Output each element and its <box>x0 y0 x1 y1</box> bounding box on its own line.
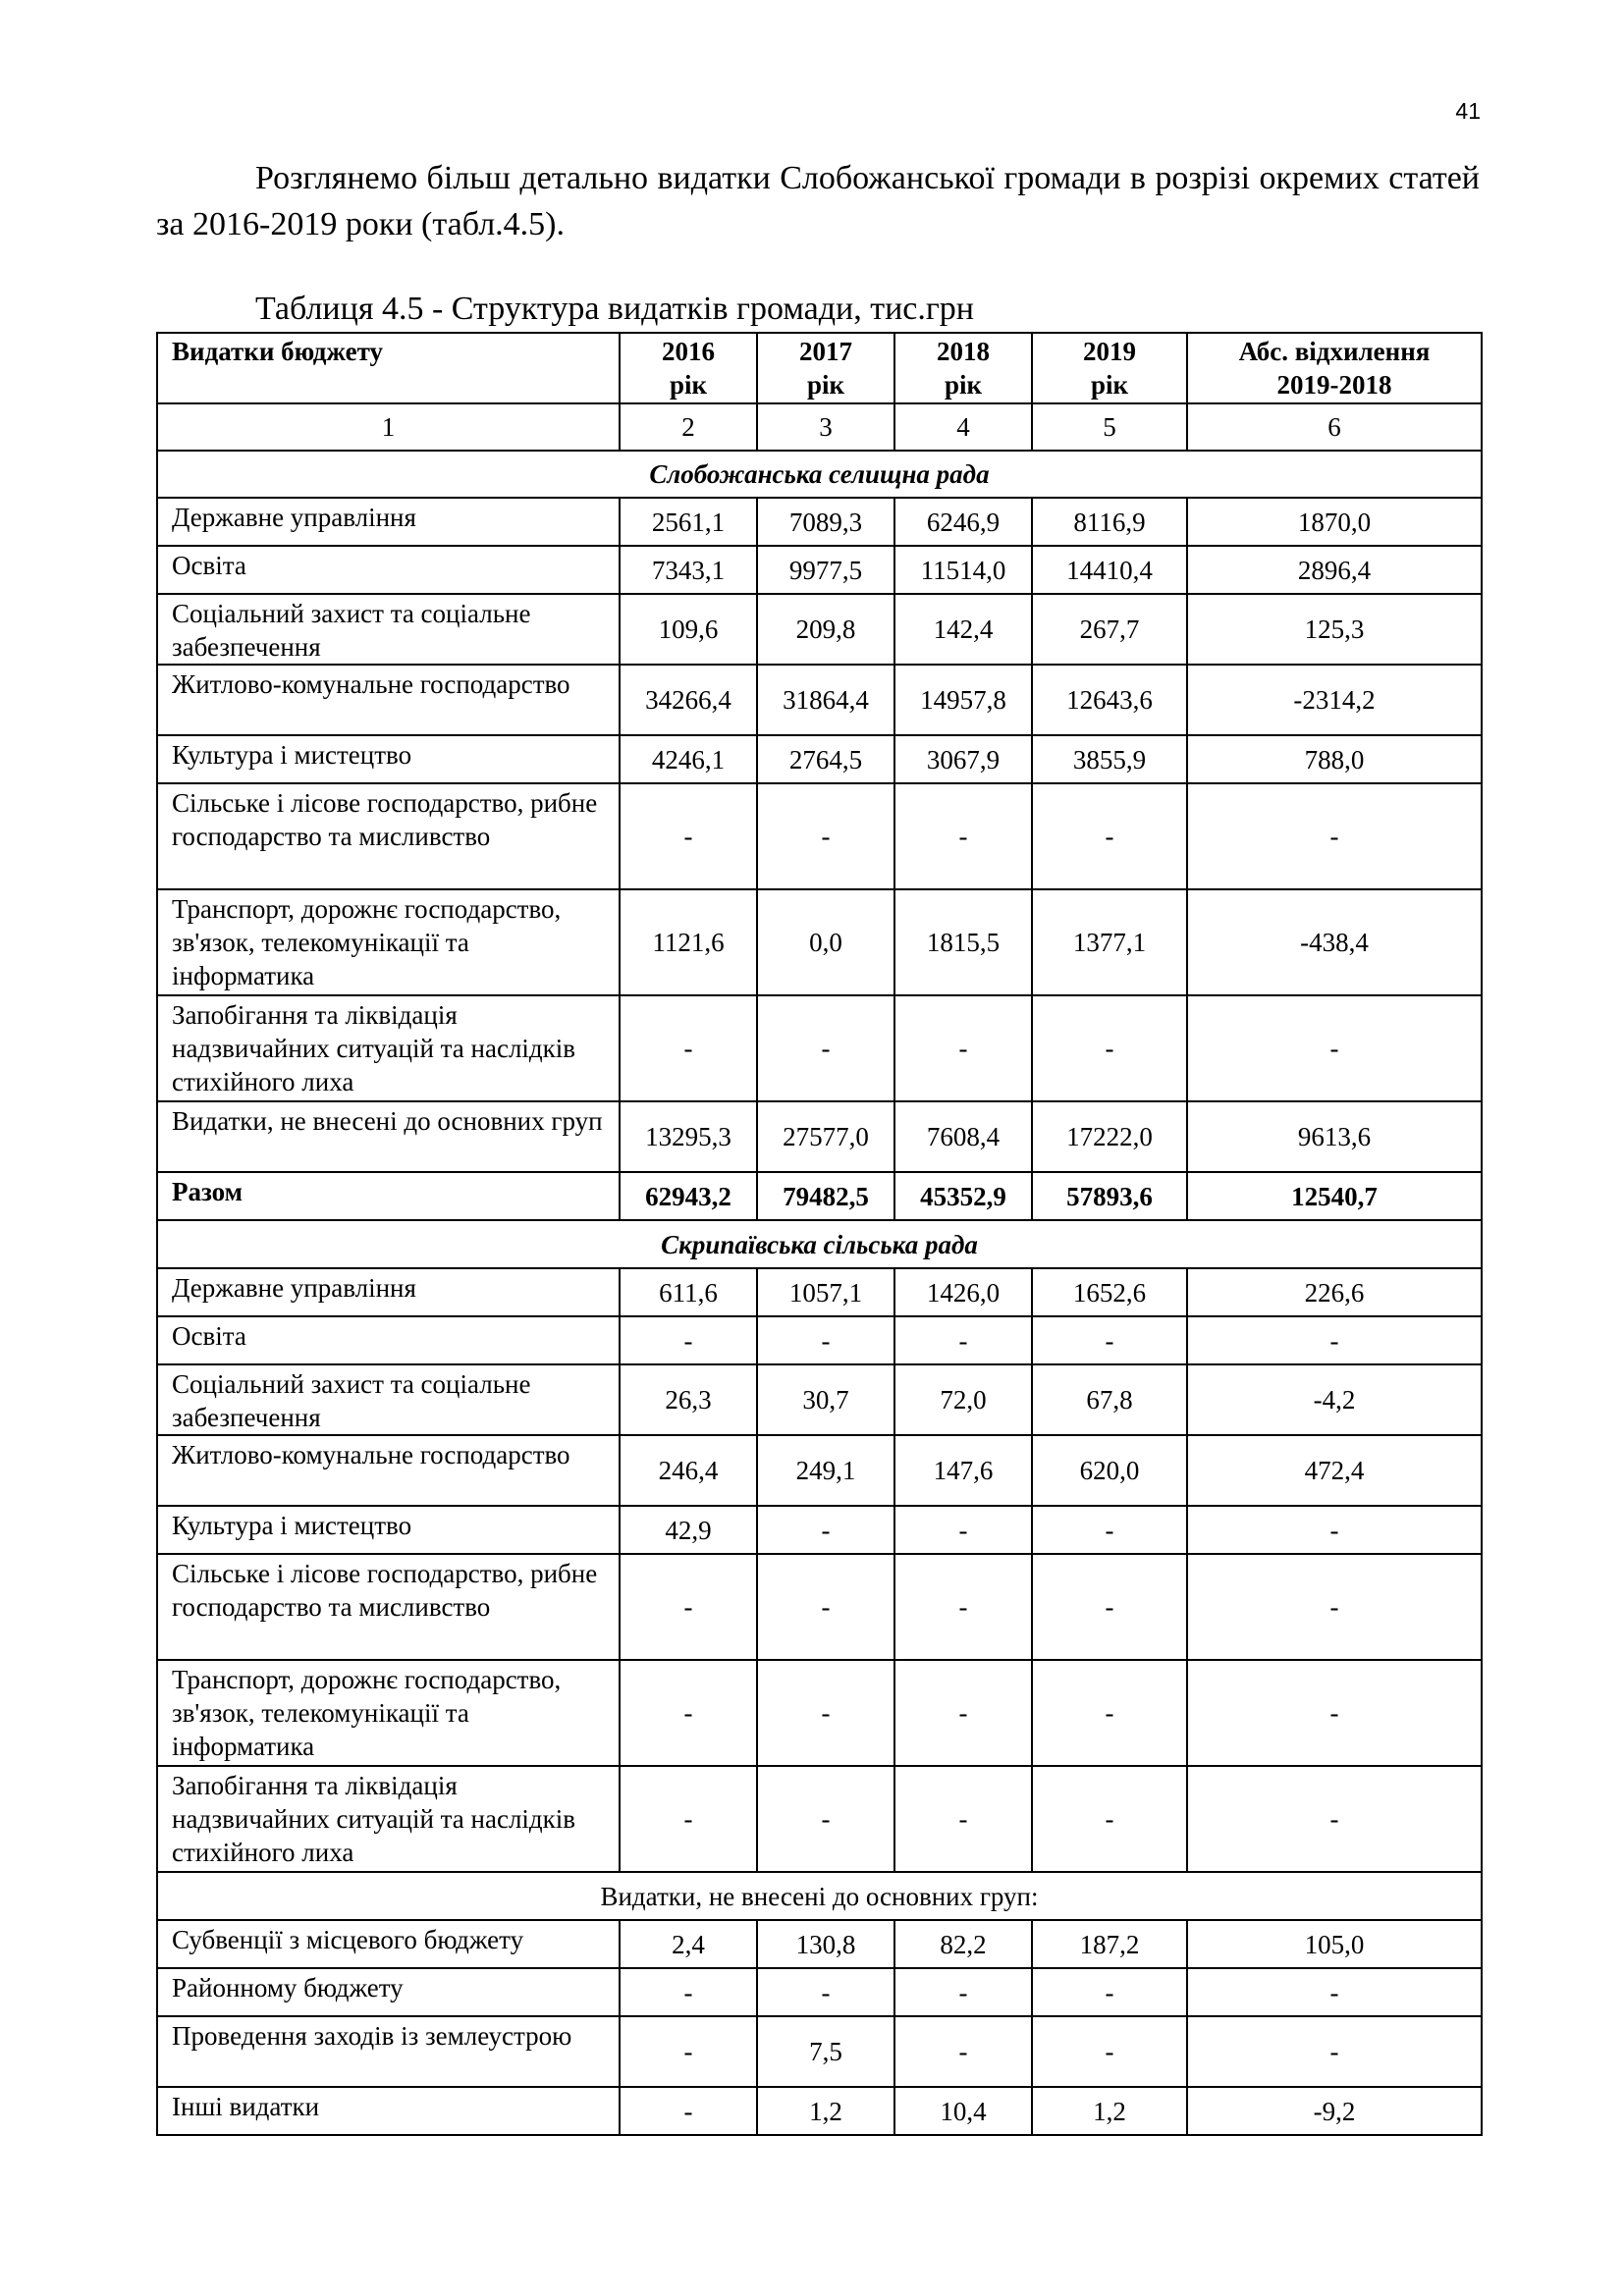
value-cell: - <box>1187 1660 1482 1766</box>
value-cell: - <box>1032 783 1187 889</box>
value-cell: 1121,6 <box>620 889 757 995</box>
header-2016-unit: рік <box>669 370 708 400</box>
row-label: Сільське і лісове господарство, рибне господарство та мисливство <box>157 783 620 889</box>
value-cell: 267,7 <box>1032 594 1187 665</box>
value-cell: - <box>1032 1506 1187 1554</box>
value-cell: 226,6 <box>1187 1268 1482 1316</box>
intro-paragraph: Розглянемо більш детально видатки Слобожанської громади в розрізі окремих статей за 2016-2019 роки (табл.4.5). <box>156 160 1480 242</box>
value-cell: - <box>1187 1766 1482 1872</box>
value-cell: - <box>757 1660 894 1766</box>
header-2016 <box>620 333 757 403</box>
value-cell: 7343,1 <box>620 546 757 594</box>
header-2019 <box>1032 333 1187 403</box>
value-cell: 1,2 <box>1032 2087 1187 2135</box>
value-cell: 9977,5 <box>757 546 894 594</box>
value-cell: 1870,0 <box>1187 498 1482 546</box>
value-cell: - <box>1187 1316 1482 1364</box>
value-cell: 187,2 <box>1032 1920 1187 1968</box>
value-cell: - <box>757 1554 894 1660</box>
header-abs-deviation <box>1187 333 1482 403</box>
value-cell: -2314,2 <box>1187 665 1482 735</box>
value-cell: 7608,4 <box>894 1101 1032 1172</box>
table-row <box>157 546 1482 594</box>
value-cell: - <box>1187 2016 1482 2087</box>
value-cell: - <box>620 1968 757 2016</box>
value-cell: - <box>757 1506 894 1554</box>
header-expenses-label: Видатки бюджету <box>172 337 384 366</box>
value-cell: -438,4 <box>1187 889 1482 995</box>
value-cell: - <box>620 1316 757 1364</box>
table-row <box>157 1968 1482 2016</box>
value-cell: 17222,0 <box>1032 1101 1187 1172</box>
value-cell: 12643,6 <box>1032 665 1187 735</box>
value-cell: 4246,1 <box>620 735 757 783</box>
value-cell: - <box>757 1766 894 1872</box>
value-cell: - <box>620 995 757 1101</box>
value-cell: 2,4 <box>620 1920 757 1968</box>
row-label: Освіта <box>157 546 620 594</box>
row-label: Сільське і лісове господарство, рибне господарство та мисливство <box>157 1554 620 1660</box>
value-cell: - <box>1032 1554 1187 1660</box>
header-expenses <box>157 333 620 403</box>
value-cell: - <box>1032 2016 1187 2087</box>
value-cell: - <box>1187 1554 1482 1660</box>
section-title: Слобожанська селищна рада <box>157 451 1482 498</box>
value-cell: - <box>1187 1968 1482 2016</box>
section-header-row <box>157 1220 1482 1268</box>
value-cell: 1426,0 <box>894 1268 1032 1316</box>
section-header-row <box>157 451 1482 498</box>
value-cell: 2896,4 <box>1187 546 1482 594</box>
table-row <box>157 1316 1482 1364</box>
value-cell: - <box>894 1766 1032 1872</box>
subgroup-header-row <box>157 1872 1482 1920</box>
value-cell: 3067,9 <box>894 735 1032 783</box>
column-number: 1 <box>157 403 620 451</box>
value-cell: 142,4 <box>894 594 1032 665</box>
value-cell: 57893,6 <box>1032 1172 1187 1220</box>
value-cell: 27577,0 <box>757 1101 894 1172</box>
value-cell: - <box>620 1660 757 1766</box>
row-label: Освіта <box>157 1316 620 1364</box>
row-label: Житлово-комунальне господарство <box>157 1435 620 1506</box>
row-label: Видатки, не внесені до основних груп <box>157 1101 620 1172</box>
header-2016-year: 2016 <box>662 337 715 366</box>
header-2019-year: 2019 <box>1083 337 1136 366</box>
row-label: Проведення заходів із землеустрою <box>157 2016 620 2087</box>
header-2017 <box>757 333 894 403</box>
row-label: Інші видатки <box>157 2087 620 2135</box>
value-cell: 6246,9 <box>894 498 1032 546</box>
header-2017-unit: рік <box>806 370 845 400</box>
value-cell: 82,2 <box>894 1920 1032 1968</box>
value-cell: -4,2 <box>1187 1364 1482 1435</box>
row-label: Транспорт, дорожнє господарство, зв'язок, телекомунікації та інформатика <box>157 1660 620 1766</box>
section-title: Скрипаївська сільська рада <box>157 1220 1482 1268</box>
header-abs-deviation-label: Абс. відхилення <box>1238 337 1431 366</box>
row-label: Соціальний захист та соціальне забезпечення <box>157 594 620 665</box>
table-body <box>157 403 1482 2135</box>
value-cell: - <box>1187 783 1482 889</box>
value-cell: 246,4 <box>620 1435 757 1506</box>
table-caption: Таблиця 4.5 - Структура видатків громади, тис.грн <box>255 291 974 327</box>
table-row <box>157 1766 1482 1872</box>
value-cell: - <box>620 1554 757 1660</box>
value-cell: - <box>894 1660 1032 1766</box>
value-cell: 14957,8 <box>894 665 1032 735</box>
value-cell: - <box>1032 1766 1187 1872</box>
value-cell: 34266,4 <box>620 665 757 735</box>
value-cell: 42,9 <box>620 1506 757 1554</box>
value-cell: 67,8 <box>1032 1364 1187 1435</box>
row-label: Транспорт, дорожнє господарство, зв'язок, телекомунікації та інформатика <box>157 889 620 995</box>
value-cell: - <box>757 995 894 1101</box>
table-row <box>157 594 1482 665</box>
header-2019-unit: рік <box>1090 370 1129 400</box>
column-number: 2 <box>620 403 757 451</box>
value-cell: 1652,6 <box>1032 1268 1187 1316</box>
table-row <box>157 1101 1482 1172</box>
value-cell: 0,0 <box>757 889 894 995</box>
value-cell: 611,6 <box>620 1268 757 1316</box>
value-cell: 2764,5 <box>757 735 894 783</box>
table-row <box>157 1506 1482 1554</box>
total-row <box>157 1172 1482 1220</box>
value-cell: - <box>757 1968 894 2016</box>
value-cell: 3855,9 <box>1032 735 1187 783</box>
value-cell: 12540,7 <box>1187 1172 1482 1220</box>
value-cell: - <box>620 1766 757 1872</box>
table-row <box>157 1554 1482 1660</box>
value-cell: 62943,2 <box>620 1172 757 1220</box>
row-label: Державне управління <box>157 1268 620 1316</box>
value-cell: 620,0 <box>1032 1435 1187 1506</box>
value-cell: 72,0 <box>894 1364 1032 1435</box>
value-cell: - <box>757 1316 894 1364</box>
row-label: Запобігання та ліквідація надзвичайних ситуацій та наслідків стихійного лиха <box>157 1766 620 1872</box>
value-cell: 10,4 <box>894 2087 1032 2135</box>
header-2018 <box>894 333 1032 403</box>
value-cell: 45352,9 <box>894 1172 1032 1220</box>
value-cell: - <box>1187 995 1482 1101</box>
table-row <box>157 1435 1482 1506</box>
header-2018-year: 2018 <box>937 337 990 366</box>
value-cell: 109,6 <box>620 594 757 665</box>
value-cell: 79482,5 <box>757 1172 894 1220</box>
column-number-row <box>157 403 1482 451</box>
header-abs-deviation-period: 2019-2018 <box>1276 370 1392 400</box>
table-row <box>157 1660 1482 1766</box>
row-label: Запобігання та ліквідація надзвичайних ситуацій та наслідків стихійного лиха <box>157 995 620 1101</box>
value-cell: - <box>1187 1506 1482 1554</box>
column-number: 4 <box>894 403 1032 451</box>
table-row <box>157 889 1482 995</box>
value-cell: - <box>620 2016 757 2087</box>
value-cell: 209,8 <box>757 594 894 665</box>
row-label: Субвенції з місцевого бюджету <box>157 1920 620 1968</box>
table-row <box>157 498 1482 546</box>
column-number: 5 <box>1032 403 1187 451</box>
value-cell: - <box>894 1554 1032 1660</box>
value-cell: 2561,1 <box>620 498 757 546</box>
value-cell: 9613,6 <box>1187 1101 1482 1172</box>
table-row <box>157 783 1482 889</box>
value-cell: 26,3 <box>620 1364 757 1435</box>
value-cell: 788,0 <box>1187 735 1482 783</box>
value-cell: - <box>894 995 1032 1101</box>
value-cell: 249,1 <box>757 1435 894 1506</box>
value-cell: - <box>894 2016 1032 2087</box>
value-cell: 30,7 <box>757 1364 894 1435</box>
value-cell: 7089,3 <box>757 498 894 546</box>
value-cell: - <box>620 2087 757 2135</box>
value-cell: - <box>1032 1316 1187 1364</box>
header-2017-year: 2017 <box>799 337 852 366</box>
column-number: 6 <box>1187 403 1482 451</box>
value-cell: 7,5 <box>757 2016 894 2087</box>
value-cell: 1377,1 <box>1032 889 1187 995</box>
value-cell: - <box>620 783 757 889</box>
row-label: Житлово-комунальне господарство <box>157 665 620 735</box>
value-cell: 1057,1 <box>757 1268 894 1316</box>
value-cell: - <box>1032 995 1187 1101</box>
value-cell: 1,2 <box>757 2087 894 2135</box>
column-number: 3 <box>757 403 894 451</box>
table-row <box>157 1920 1482 1968</box>
value-cell: - <box>894 1506 1032 1554</box>
value-cell: 105,0 <box>1187 1920 1482 1968</box>
value-cell: 130,8 <box>757 1920 894 1968</box>
value-cell: 472,4 <box>1187 1435 1482 1506</box>
table-header-row <box>157 333 1482 403</box>
table-row <box>157 995 1482 1101</box>
row-label: Культура і мистецтво <box>157 1506 620 1554</box>
row-label: Державне управління <box>157 498 620 546</box>
value-cell: - <box>757 783 894 889</box>
table-row <box>157 2016 1482 2087</box>
table-row <box>157 665 1482 735</box>
value-cell: 13295,3 <box>620 1101 757 1172</box>
table-row <box>157 1268 1482 1316</box>
value-cell: 11514,0 <box>894 546 1032 594</box>
row-label: Культура і мистецтво <box>157 735 620 783</box>
value-cell: - <box>894 783 1032 889</box>
page-number: 41 <box>1455 98 1481 124</box>
value-cell: - <box>894 1316 1032 1364</box>
subgroup-title: Видатки, не внесені до основних груп: <box>157 1872 1482 1920</box>
value-cell: - <box>1032 1660 1187 1766</box>
value-cell: - <box>894 1968 1032 2016</box>
row-label: Разом <box>157 1172 620 1220</box>
value-cell: 147,6 <box>894 1435 1032 1506</box>
value-cell: 14410,4 <box>1032 546 1187 594</box>
value-cell: 125,3 <box>1187 594 1482 665</box>
table-row <box>157 1364 1482 1435</box>
row-label: Соціальний захист та соціальне забезпечення <box>157 1364 620 1435</box>
table-row <box>157 2087 1482 2135</box>
value-cell: - <box>1032 1968 1187 2016</box>
row-label: Районному бюджету <box>157 1968 620 2016</box>
table-row <box>157 735 1482 783</box>
value-cell: 31864,4 <box>757 665 894 735</box>
value-cell: -9,2 <box>1187 2087 1482 2135</box>
value-cell: 8116,9 <box>1032 498 1187 546</box>
expenses-table <box>156 332 1483 2136</box>
value-cell: 1815,5 <box>894 889 1032 995</box>
header-2018-unit: рік <box>944 370 983 400</box>
